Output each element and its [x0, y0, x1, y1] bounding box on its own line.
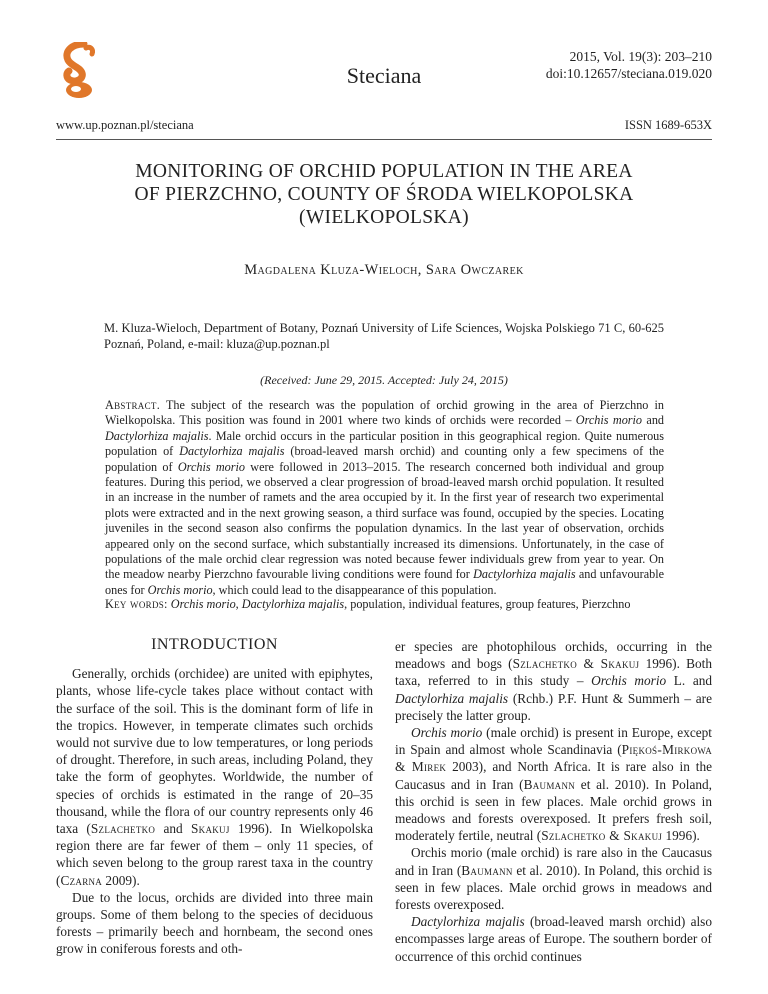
species-name: Dactylorhiza majalis [105, 428, 209, 443]
doi-line[interactable]: doi:10.12657/steciana.019.020 [545, 66, 712, 81]
paragraph: er species are photophilous orchids, occurring in the meadows and bogs (Szlachetko & Skakuj 1996). Both taxa, referred to in this study – Orchis morio L. and Dactylorhiza majalis (Rchb.) P.F. Hunt & Summerh – are precisely the latter group. [395, 639, 713, 723]
volume-info [462, 48, 712, 82]
volume-line: 2015, Vol. 19(3): 203–210 [569, 49, 712, 64]
title-line: MONITORING OF ORCHID POPULATION IN THE AREA [135, 161, 633, 182]
header-divider [56, 139, 712, 140]
species-name: Orchis morio [177, 459, 245, 474]
paragraph: Dactylorhiza majalis (broad-leaved marsh orchid) also encompasses large areas of Europe. The southern border of occurrence of this orchid continues [395, 914, 712, 964]
title-line: (WIELKOPOLSKA) [299, 207, 469, 228]
paragraph: Orchis morio (male orchid) is rare also in the Caucasus and in Iran (Baumann et al. 2010). In Poland, this orchid is seen in few places. Male orchid grows in meadows and forests overexposed. [395, 845, 713, 913]
article-title [0, 160, 768, 229]
species-name: Dactylorhiza majalis [179, 444, 285, 459]
title-line: OF PIERZCHNO, COUNTY OF ŚRODA WIELKOPOLSKA [134, 184, 634, 205]
species-name: Orchis morio [575, 413, 643, 428]
paragraph: Orchis morio (male orchid) is present in Europe, except in Spain and almost whole Scandinavia (Piękoś-Mirkowa & Mirek 2003), and North Africa. It is rare also in the Caucasus and in Iran (Baumann et al. 2010). In Poland, this orchid is seen in few places. Male orchid grows in meadows and forests overexposed. It prefers fresh soil, moderately fertile, neutral (Szlachetko & Skakuj 1996). [395, 725, 712, 844]
paragraph: Generally, orchids (orchidee) are united with epiphytes, plants, whose life-cycle takes place without contact with the surface of the soil. This is the dominant form of life in the tropics. However, in temperate climates such orchids would not survive due to low temperatures, or long periods of drought. Therefore, in such areas, including Poland, they take the form of geophytes. Worldwide, the number of species of orchids is estimated in the range of 20–35 thousand, while the flora of our country represents only 46 taxa (Szlachetko and Skakuj 1996). In Wielkopolska region there are far fewer of them – only 11 species, of which seven belong to the group rarest taxa in the country (Czarna 2009). [56, 666, 373, 888]
abstract-label: Abstract. [105, 398, 161, 412]
section-heading-introduction: INTRODUCTION [151, 636, 278, 653]
species-name: Dactylorhiza majalis [473, 567, 576, 582]
journal-url[interactable]: www.up.poznan.pl/steciana [56, 118, 194, 132]
left-column [56, 636, 373, 958]
authors: Magdalena Kluza-Wieloch, Sara Owczarek [244, 262, 524, 278]
paragraph: Due to the locus, orchids are divided into three main groups. Some of them belong to the species of deciduous forests – primarily beech and hornbeam, the second ones grow in coniferous forests and oth- [56, 889, 373, 957]
affiliation: M. Kluza-Wieloch, Department of Botany, Poznań University of Life Sciences, Wojska Polskiego 71 C, 60-625 Poznań, Poland, e-mail: kluza@up.poznan.pl [104, 321, 664, 351]
issn: ISSN 1689-653X [624, 118, 712, 132]
received-dates: (Received: June 29, 2015. Accepted: July 24, 2015) [260, 373, 508, 387]
species-name: Orchis morio [147, 582, 213, 597]
keywords-label: Key words: [105, 597, 168, 611]
right-column [395, 638, 712, 965]
abstract: Abstract. The subject of the research was the population of orchid growing in the area of Pierzchno in Wielkopolska. This position was found in 2001 where two kinds of orchids were recorded – Orchis morio and Dactylorhiza majalis. Male orchid occurs in the particular position in this geographical region. Quite numerous population of Dactylorhiza majalis (broad-leaved marsh orchid) and counting only a few specimens of the population of Orchis morio were followed in 2013–2015. The research concerned both individual and group features. During this period, we observed a clear progression of broad-leaved marsh orchid population. It resulted in an increase in the number of ramets and the area occupied by it. In the first year of research two experimental plots were extracted and in the next growing season, a third surface was found, occupied by the species. Locating juveniles in the second season also confirms the population dynamics. In the last year of observation, orchids appeared only on the second surface, which substantially increased its dimensions. Unfortunately, in the case of populations of the male orchid clear regression was noted because fewer individuals grew from year to year. On the meadow nearby Pierzchno favourable living conditions were found for Dactylorhiza majalis and unfavourable ones for Orchis morio, which could lead to the disappearance of this population. [105, 398, 665, 597]
page-header [0, 0, 768, 140]
keywords: Key words: Orchis morio, Dactylorhiza majalis, population, individual features, group features, Pierzchno [105, 597, 631, 611]
journal-name: Steciana [346, 63, 422, 88]
